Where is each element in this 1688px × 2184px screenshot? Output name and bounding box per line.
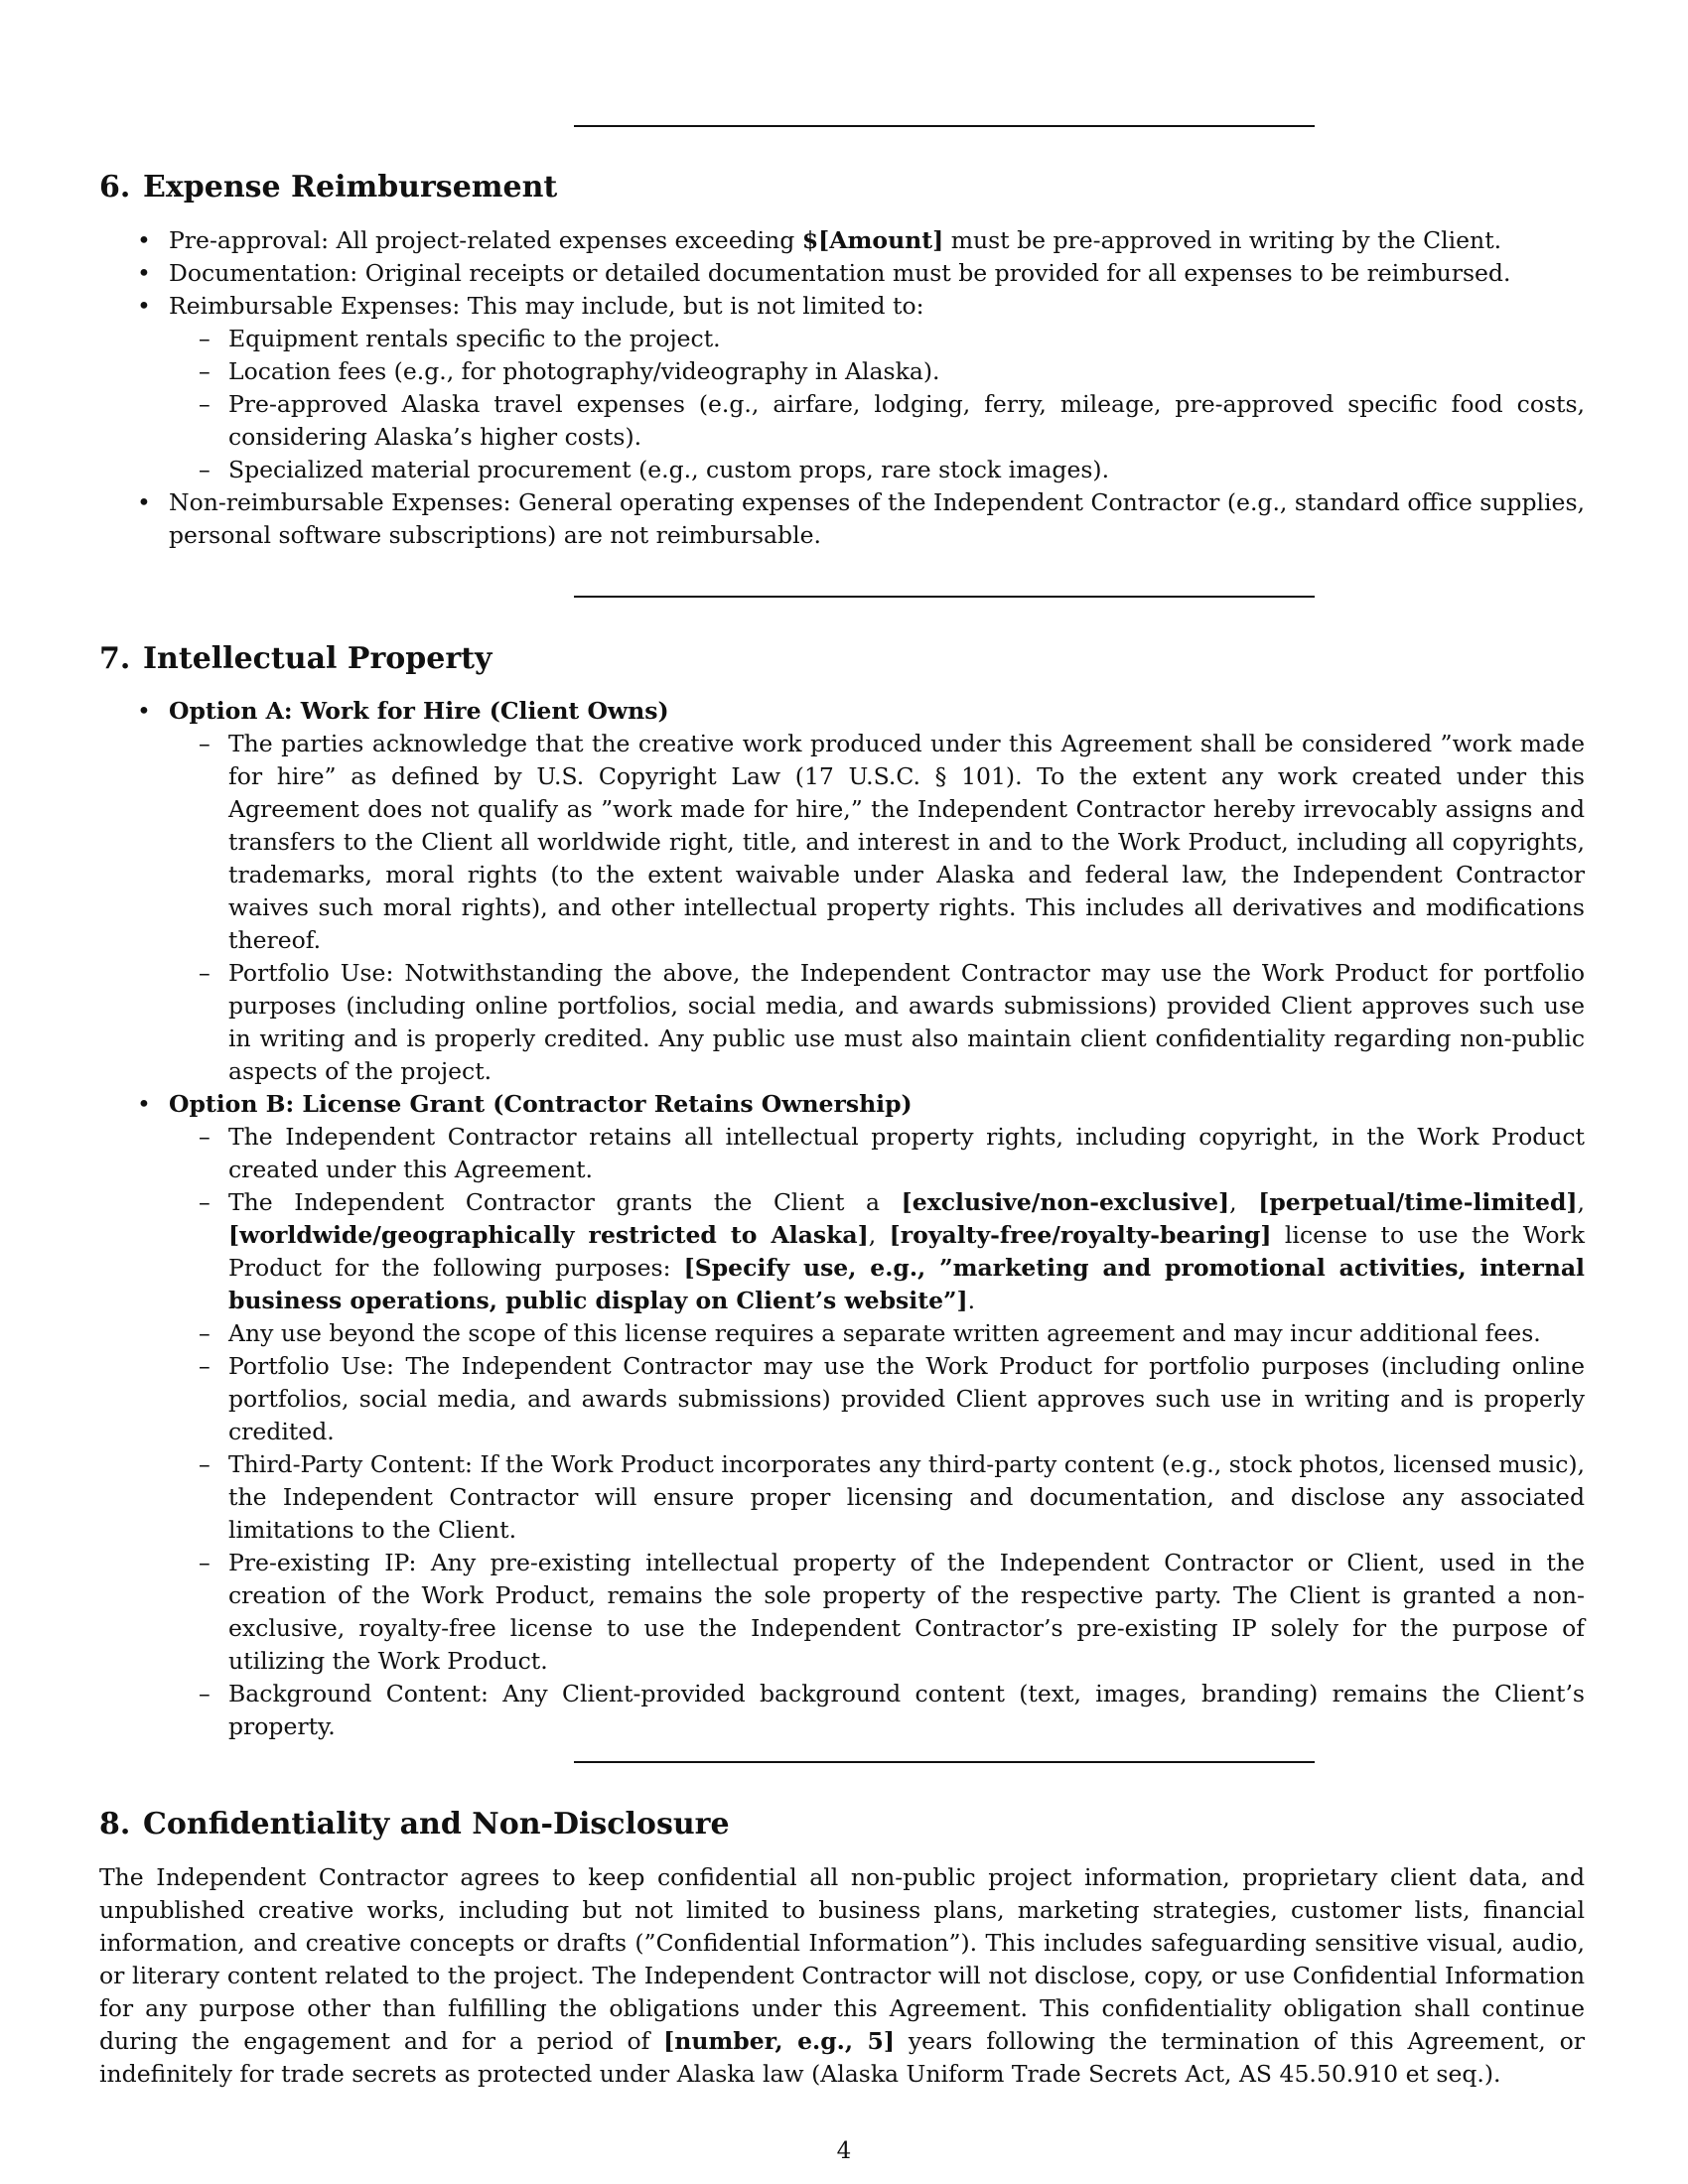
list-item: • Reimbursable Expenses: This may include, but is not limited to: – Equipment rentals specific to the project. – Location fees (e.g., for photography/videography in Alaska). – Pre-approved Alaska travel expenses (e.g., airfare, lodging, ferry, mileage, pre-approved specific food costs, considering Alaska’s higher costs). – Specialized material procurement (e.g., custom props, rare stock images). bbox=[99, 290, 1585, 486]
sub-list-item: – Pre-approved Alaska travel expenses (e.g., airfare, lodging, ferry, mileage, pre-approved specific food costs, considering Alaska’s higher costs). bbox=[99, 388, 1585, 454]
divider-rule bbox=[574, 596, 1315, 598]
sub-list-item: – Portfolio Use: Notwithstanding the above, the Independent Contractor may use the Work Product for portfolio purposes (including online portfolios, social media, and awards submissions) provided Client approves such use in writing and is properly credited. Any public use must also maintain client confidentiality regarding non-public aspects of the project. bbox=[99, 957, 1585, 1088]
section-6-body bbox=[99, 224, 1585, 552]
section-title: Expense Reimbursement bbox=[143, 170, 558, 205]
section-title: Intellectual Property bbox=[143, 641, 492, 676]
sub-list-item: – Location fees (e.g., for photography/videography in Alaska). bbox=[99, 355, 1585, 388]
page-number: 4 bbox=[836, 2138, 852, 2164]
section-8-body bbox=[99, 1861, 1585, 2091]
ip-options-list bbox=[99, 695, 1585, 1743]
sub-list-item: – Any use beyond the scope of this license requires a separate written agreement and may incur additional fees. bbox=[99, 1317, 1585, 1350]
section-6-heading bbox=[99, 170, 557, 205]
divider-rule bbox=[574, 1761, 1315, 1763]
document-page bbox=[99, 0, 1585, 2184]
option-a-list bbox=[169, 728, 1585, 1088]
section-7-heading bbox=[99, 641, 492, 677]
sub-list-item: – The parties acknowledge that the creative work produced under this Agreement shall be considered ”work made for hire” as defined by U.S. Copyright Law (17 U.S.C. § 101). To the extent any work created under this Agreement does not qualify as ”work made for hire,” the Independent Contractor hereby irrevocably assigns and transfers to the Client all worldwide right, title, and interest in and to the Work Product, including all copyrights, trademarks, moral rights (to the extent waivable under Alaska and federal law, the Independent Contractor waives such moral rights), and other intellectual property rights. This includes all derivatives and modifications thereof. bbox=[99, 728, 1585, 957]
section-title: Confidentiality and Non-Disclosure bbox=[143, 1807, 730, 1842]
license-grant-item: – The Independent Contractor grants the Client a [exclusive/non-exclusive], [perpetual/time-limited], [worldwide/geographically restricted to Alaska], [royalty-free/royalty-bearing] license to use the Work Product for the following purposes: [Specify use, e.g., ”marketing and promotional activities, internal business operations, public display on Client’s website”]. bbox=[99, 1186, 1585, 1317]
expense-list bbox=[99, 224, 1585, 552]
list-item: • Non-reimbursable Expenses: General operating expenses of the Independent Contractor (e.g., standard office supplies, personal software subscriptions) are not reimbursable. bbox=[99, 486, 1585, 552]
sub-list-item: – Third-Party Content: If the Work Product incorporates any third-party content (e.g., stock photos, licensed music), the Independent Contractor will ensure proper licensing and documentation, and disclose any associated limitations to the Client. bbox=[99, 1448, 1585, 1547]
section-8-heading bbox=[99, 1807, 730, 1843]
sub-list-item: – Equipment rentals specific to the project. bbox=[99, 323, 1585, 355]
sub-list-item: – Background Content: Any Client-provided background content (text, images, branding) remains the Client’s property. bbox=[99, 1678, 1585, 1743]
option-b-title: Option B: License Grant (Contractor Retains Ownership) bbox=[169, 1090, 913, 1118]
sub-list bbox=[169, 323, 1585, 486]
list-item: • Pre-approval: All project-related expenses exceeding $[Amount] must be pre-approved in writing by the Client. bbox=[99, 224, 1585, 257]
option-a bbox=[99, 695, 1585, 1088]
confidentiality-paragraph: The Independent Contractor agrees to keep confidential all non-public project information, proprietary client data, and unpublished creative works, including but not limited to business plans, marketing strategies, customer lists, financial information, and creative concepts or drafts (”Confidential Information”). This includes safeguarding sensitive visual, audio, or literary content related to the project. The Independent Contractor will not disclose, copy, or use Confidential Information for any purpose other than fulfilling the obligations under this Agreement. This confidentiality obligation shall continue during the engagement and for a period of [number, e.g., 5] years following the termination of this Agreement, or indefinitely for trade secrets as protected under Alaska law (Alaska Uniform Trade Secrets Act, AS 45.50.910 et seq.). bbox=[99, 1863, 1585, 2088]
section-number: 8. bbox=[99, 1807, 131, 1842]
option-b-list bbox=[169, 1121, 1585, 1743]
sub-list-item: – Specialized material procurement (e.g., custom props, rare stock images). bbox=[99, 454, 1585, 486]
sub-list-item: – Portfolio Use: The Independent Contractor may use the Work Product for portfolio purposes (including online portfolios, social media, and awards submissions) provided Client approves such use in writing and is properly credited. bbox=[99, 1350, 1585, 1448]
divider-rule bbox=[574, 125, 1315, 127]
sub-list-item: – The Independent Contractor retains all intellectual property rights, including copyright, in the Work Product created under this Agreement. bbox=[99, 1121, 1585, 1186]
list-item: • Documentation: Original receipts or detailed documentation must be provided for all expenses to be reimbursed. bbox=[99, 257, 1585, 290]
sub-list-item: – Pre-existing IP: Any pre-existing intellectual property of the Independent Contractor or Client, used in the creation of the Work Product, remains the sole property of the respective party. The Client is granted a non-exclusive, royalty-free license to use the Independent Contractor’s pre-existing IP solely for the purpose of utilizing the Work Product. bbox=[99, 1547, 1585, 1678]
option-b bbox=[99, 1088, 1585, 1743]
section-number: 6. bbox=[99, 170, 131, 205]
option-a-title: Option A: Work for Hire (Client Owns) bbox=[169, 697, 669, 725]
section-number: 7. bbox=[99, 641, 131, 676]
section-7-body bbox=[99, 695, 1585, 1743]
